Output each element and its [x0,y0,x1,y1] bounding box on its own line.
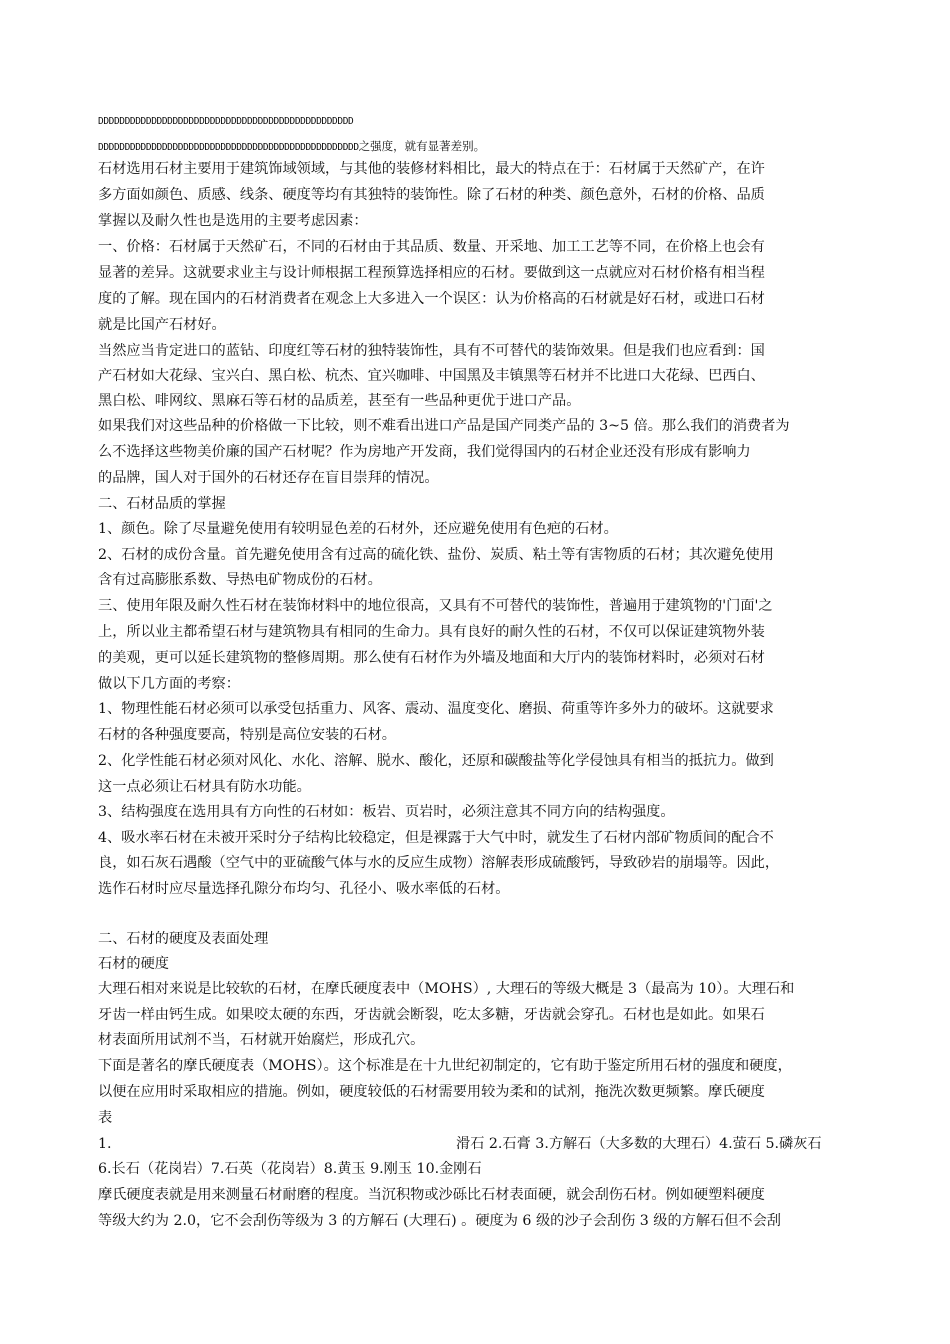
paragraph-line: 表 [98,1110,113,1126]
paragraph-line: 等级大约为 2.0，它不会刮伤等级为 3 的方解石 (大理石) 。硬度为 6 级的沙子会刮伤 3 级的方解石但不会刮 [98,1213,781,1229]
list-item: 2、石材的成份含量。首先避免使用含有过高的硫化铁、盐份、炭质、粘土等有害物质的石材；其次避免使用 [98,547,774,563]
paragraph-line: 黑白松、啡网纹、黑麻石等石材的品质差，甚至有一些品种更优于进口产品。 [98,393,581,409]
paragraph-line: 石材选用石材主要用于建筑饰域领域，与其他的装修材料相比，最大的特点在于：石材属于天然矿产，在许 [98,161,765,177]
paragraph-line: 这一点必须让石材具有防水功能。 [98,779,311,795]
paragraph-line: 下面是著名的摩氏硬度表（MOHS）。这个标准是在十九世纪初制定的，它有助于鉴定所用石材的强度和硬度， [98,1058,792,1074]
paragraph-line: 如果我们对这些品种的价格做一下比较，则不难看出进口产品是国产同类产品的 3~5 倍。那么我们的消费者为 [98,418,790,434]
paragraph-line: 当然应当肯定进口的蓝钻、印度红等石材的独特装饰性，具有不可替代的装饰效果。但是我们也应看到：国 [98,343,765,359]
section-heading-price: 一、价格：石材属于天然矿石，不同的石材由于其品质、数量、开采地、加工工艺等不同，在价格上也会有 [98,239,765,255]
paragraph-line: 牙齿一样由钙生成。如果咬太硬的东西，牙齿就会断裂，吃太多糖，牙齿就会穿孔。石材也是如此。如果石 [98,1007,765,1023]
paragraph-line: 掌握以及耐久性也是选用的主要考虑因素： [98,213,368,229]
paragraph-line: 做以下几方面的考察： [98,676,240,692]
section-heading-hardness: 二、石材的硬度及表面处理 [98,931,269,947]
paragraph-line: 显著的差异。这就要求业主与设计师根据工程预算选择相应的石材。要做到这一点就应对石材价格有相当程 [98,265,765,281]
list-item: 2、化学性能石材必须对风化、水化、溶解、脱水、酸化，还原和碳酸盐等化学侵蚀具有相当的抵抗力。做到 [98,753,774,769]
paragraph-line: 产石材如大花绿、宝兴白、黑白松、杭杰、宜兴咖啡、中国黑及丰镇黑等石材并不比进口大花绿、巴西白、 [98,368,765,384]
paragraph-line: 以便在应用时采取相应的措施。例如，硬度较低的石材需要用较为柔和的试剂，拖洗次数更频繁。摩氏硬度 [98,1084,765,1100]
section-heading-durability: 三、使用年限及耐久性石材在装饰材料中的地位很高，又具有不可替代的装饰性，普遍用于建筑物的'门面'之 [98,598,773,614]
paragraph-line: 就是比国产石材好。 [98,317,226,333]
list-item: 4、吸水率石材在未被开采时分子结构比较稳定，但是裸露于大气中时，就发生了石材内部矿物质间的配合不 [98,830,774,846]
paragraph-line: 摩氏硬度表就是用来测量石材耐磨的程度。当沉积物或沙砾比石材表面硬，就会刮伤石材。例如硬塑料硬度 [98,1187,765,1203]
paragraph-line: 含有过高膨胀系数、导热电矿物成份的石材。 [98,572,382,588]
garbled-line-2 [98,136,485,158]
subheading-hardness: 石材的硬度 [98,956,169,972]
paragraph-line: 大理石相对来说是比较软的石材，在摩氏硬度表中（MOHS）, 大理石的等级大概是 3（最高为 10）。大理石和 [98,981,795,997]
garbled-text: DDDDDDDDDDDDDDDDDDDDDDDDDDDDDDDDDDDDDDDDDDDDDDDDD [98,142,359,153]
paragraph-line: 么不选择这些物美价廉的国产石材呢？作为房地产开发商，我们觉得国内的石材企业还没有形成有影响力 [98,444,751,460]
list-item: 3、结构强度在选用具有方向性的石材如：板岩、页岩时，必须注意其不同方向的结构强度。 [98,804,675,820]
paragraph-line: 石材的各种强度要高，特别是高位安装的石材。 [98,727,396,743]
garbled-line-1: DDDDDDDDDDDDDDDDDDDDDDDDDDDDDDDDDDDDDDDDDDDDDDDD [98,116,354,127]
paragraph-line: 多方面如颜色、质感、线条、硬度等均有其独特的装饰性。除了石材的种类、颜色意外，石材的价格、品质 [98,187,765,203]
mohs-list-number: 1. [98,1136,112,1152]
paragraph-line: 的品牌，国人对于国外的石材还存在盲目崇拜的情况。 [98,470,439,486]
paragraph-line: 度的了解。现在国内的石材消费者在观念上大多进入一个误区：认为价格高的石材就是好石材，或进口石材 [98,291,765,307]
list-item: 1、颜色。除了尽量避免使用有较明显色差的石材外，还应避免使用有色疤的石材。 [98,521,618,537]
list-item: 1、物理性能石材必须可以承受包括重力、风客、震动、温度变化、磨损、荷重等许多外力的破坏。这就要求 [98,701,774,717]
paragraph-line: 的美观，更可以延长建筑物的整修周期。那么使有石材作为外墙及地面和大厅内的装饰材料时，必须对石材 [98,650,765,666]
paragraph-line: 上，所以业主都希望石材与建筑物具有相同的生命力。具有良好的耐久性的石材，不仅可以保证建筑物外装 [98,624,765,640]
paragraph-line: 良，如石灰石遇酸（空气中的亚硫酸气体与水的反应生成物）溶解表形成硫酸钙，导致砂岩的崩塌等。因此， [98,855,780,871]
garbled-line-tail: 之强度，就有显著差别。 [358,139,486,153]
mohs-list-line-1: 滑石 2.石膏 3.方解石（大多数的大理石）4.萤石 5.磷灰石 [456,1136,822,1152]
paragraph-line: 选作石材时应尽量选择孔隙分布均匀、孔径小、吸水率低的石材。 [98,881,510,897]
mohs-list-line-2: 6.长石（花岗岩）7.石英（花岗岩）8.黄玉 9.刚玉 10.金刚石 [98,1161,482,1177]
paragraph-line: 材表面所用试剂不当，石材就开始腐烂，形成孔穴。 [98,1032,425,1048]
section-heading-quality: 二、石材品质的掌握 [98,496,226,512]
